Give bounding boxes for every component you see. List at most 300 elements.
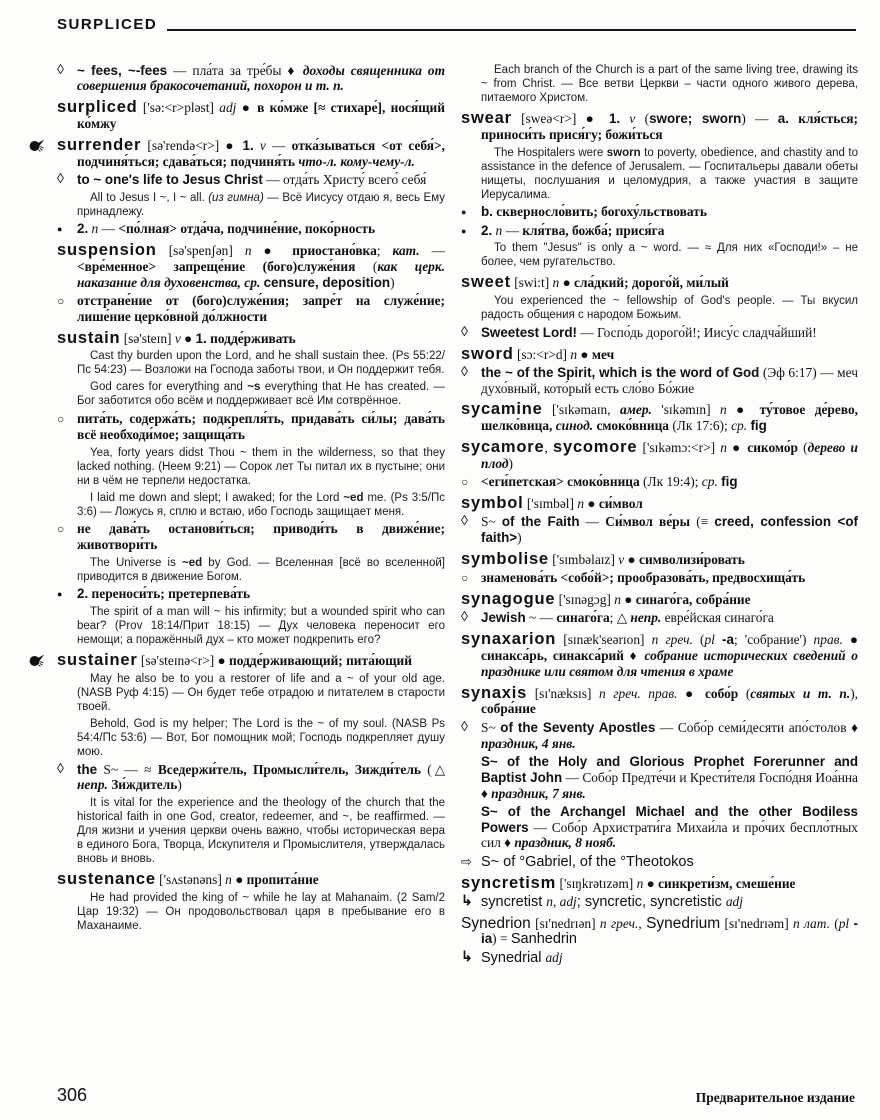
o-marker-icon: ○ (57, 522, 65, 537)
text-segment: сикомо́р (747, 440, 798, 456)
dict-entry (461, 551, 858, 568)
text-segment: n (570, 346, 578, 362)
example-text (77, 491, 445, 519)
text-segment: ) = (492, 931, 511, 947)
text-segment: [sweə<r>] ● (511, 111, 609, 127)
text-segment: the (77, 761, 98, 777)
dia-marker-icon: ◊ (461, 610, 468, 626)
text-segment: (Лк 19:4); (639, 474, 702, 490)
text-segment: , (544, 440, 553, 456)
page-number: 306 (57, 1085, 88, 1105)
text-segment: ♦ праздник, 7 янв. (481, 785, 586, 801)
text-segment: сла́дкий; дорого́й, ми́лый (574, 275, 729, 291)
sense-item (57, 411, 445, 443)
text-segment: of the Faith (501, 514, 580, 530)
text-segment: n (636, 876, 644, 892)
text-segment: to ~ one's life to Jesus Christ (77, 171, 263, 187)
text-segment: adj (219, 100, 237, 116)
sense-item (57, 172, 445, 188)
sense-item (461, 204, 858, 220)
text-segment: приостано́вка (292, 243, 377, 259)
text-segment: to poverty, obedience, and chastity and to assistance in the defence of Jerusalem. — Госпитальеры давали обеты нищеты, послушания и целомудрия, а также участия в защите Иерусалима. (481, 146, 858, 201)
text-segment: n (719, 402, 727, 418)
text-segment: не дава́ть останови́ться; приводи́ть в движе́ние; животвори́ть (77, 521, 445, 552)
text-segment: символизи́ровать (639, 551, 745, 567)
text-segment: swear (461, 109, 512, 128)
text-segment: [swi:t] (510, 275, 553, 291)
text-segment: ● (251, 243, 293, 259)
text-segment: S~ of the Archangel Michael and the other Bodiless Powers (481, 803, 858, 835)
text-segment: sweet (461, 273, 511, 292)
dict-entry (461, 685, 858, 718)
text-segment: евре́йская синаго́га (661, 610, 774, 626)
text-segment: swore; sworn (649, 111, 742, 127)
dict-entry (461, 110, 858, 143)
text-segment: Synedrium (646, 914, 721, 932)
sense-item (461, 754, 858, 801)
text-segment: меч (591, 346, 615, 362)
text-segment: (из гимна) (208, 191, 264, 204)
text-segment: 2. (481, 222, 493, 238)
text-segment: — Собо́р Архистрати́га Михаи́ла и про́чих беспло́тных сил (481, 819, 858, 851)
text-segment: отка́зываться <от себя́>, подчиня́ться; сдава́ться; подчиня́ть (77, 137, 445, 169)
text-segment: [sə'rendə<r>] ● (141, 137, 243, 153)
text-segment: ● (726, 402, 760, 418)
text-segment: a. (777, 111, 789, 127)
text-segment: creed, confession <of faith> (481, 514, 858, 546)
text-segment: ) (508, 455, 513, 471)
dict-entry (57, 330, 445, 347)
text-segment: ● (236, 100, 258, 116)
text-segment: Sanhedrin (510, 931, 577, 948)
text-segment: S~ — ≈ (97, 761, 158, 777)
o-marker-icon: ○ (57, 411, 65, 426)
text-segment: suspension (57, 241, 157, 260)
text-segment: — (502, 222, 523, 238)
text-segment: ♦ доходы священника от совершения бракосочетаний, похорон и т. п. (77, 62, 445, 94)
text-segment: v (629, 111, 636, 127)
text-segment: ['sə:<r>pləst] (137, 100, 220, 116)
text-segment: S~ (481, 719, 501, 735)
o-marker-icon: ○ (461, 475, 469, 490)
sense-item (57, 521, 445, 553)
guide-word: SURPLICED (57, 16, 158, 33)
text-segment: He had provided the king of ~ while he lay at Mahanaim. (2 Sam/2 Цар 19:32) — Он продовольствовал царя в пребывание его в Маханаиме. (77, 892, 445, 933)
text-segment: переноси́ть; претерпева́ть (91, 586, 251, 602)
dict-entry (461, 916, 858, 948)
text-segment: God cares for everything and (90, 381, 248, 394)
text-segment: [sɪnæk'seərɪon] (556, 632, 652, 648)
dict-entry (461, 591, 858, 608)
dict-entry (461, 495, 858, 512)
text-segment: Зи́ждитель (111, 777, 178, 793)
text-segment: ) (177, 777, 182, 793)
sense-item (461, 570, 858, 586)
text-segment: 'sɪkəmɪn] (651, 402, 720, 418)
text-segment: ♦ собрание исторических сведений о празднике или святом для чтения в храме (481, 648, 858, 679)
text-segment: знаменова́ть <собо́й>; прообразова́ть, предвосхища́ть (481, 570, 806, 586)
text-segment: Synedrial (481, 950, 546, 967)
sense-item (461, 325, 858, 341)
text-segment: syncretism (461, 874, 557, 893)
text-segment: в ко́мже [≈ стихаре́], нося́щий ко́мжу (77, 100, 445, 131)
text-segment: 1. (242, 137, 254, 153)
dict-entry (57, 652, 445, 669)
text-segment: смоко́вница (596, 418, 669, 434)
text-segment: n (91, 221, 99, 237)
text-segment: ( (692, 632, 705, 648)
text-segment: sycomore (553, 438, 638, 457)
text-segment: ) (390, 274, 395, 290)
text-segment: [sɪ'nedrɪəm] (720, 915, 793, 931)
text-segment: ● (726, 440, 748, 456)
text-segment: everything that He has created. — Бог заботится обо всём и поддерживает всё Им сотврённое. (77, 381, 445, 408)
text-segment: синаго́га (556, 610, 610, 626)
dot-marker-icon: ● (461, 225, 467, 236)
sense-item (57, 293, 445, 325)
dict-entry (57, 871, 445, 888)
text-segment: pl (704, 632, 715, 648)
text-segment: fig (721, 474, 738, 490)
text-segment: — (579, 514, 606, 530)
text-segment: pl (838, 915, 850, 931)
dict-entry (57, 242, 445, 290)
header-rule (167, 29, 856, 31)
text-segment: v (174, 330, 181, 346)
text-segment: ● (577, 346, 592, 362)
text-segment: b. (481, 204, 493, 220)
text-segment (620, 111, 629, 126)
text-segment: дерево и плод (481, 440, 858, 471)
text-segment (789, 111, 798, 126)
text-segment: ( (635, 111, 650, 127)
text-segment: непр. (630, 610, 662, 626)
edition-note: Предварительное издание (695, 1090, 855, 1105)
text-segment: ● (624, 551, 639, 567)
text-segment: ; (376, 243, 393, 259)
sense-item (57, 63, 445, 95)
text-segment: sycamine (461, 400, 543, 419)
text-segment: 2. (77, 586, 89, 602)
quill-pen-icon (29, 654, 45, 671)
text-segment: fig (750, 418, 767, 434)
text-segment: ) (517, 530, 522, 546)
text-segment: ~ fees, ~-fees (77, 62, 168, 78)
text-segment: The Hospitalers were (494, 146, 607, 159)
sense-item (461, 223, 858, 239)
text-segment: n (577, 496, 585, 512)
sense-item (461, 474, 858, 490)
text-segment: собра́ние (481, 701, 536, 717)
example-text (481, 63, 858, 105)
text-segment: The spirit of a man will ~ his infirmity; but a wounded spirit who can bear? (Prov 18:14/Прит 18:15) — Дух человека переносит его немощи; а поражённый дух – кто может подкрепить его? (77, 606, 445, 647)
dict-entry (57, 99, 445, 132)
example-text (481, 146, 858, 202)
text-segment: Jewish (481, 610, 526, 626)
text-segment: ● (620, 592, 636, 608)
text-segment: подде́рживающий; пита́ющий (229, 653, 412, 669)
text-segment: To them "Jesus" is only a ~ word. — ≈ Для них «Господи!» – не более, чем ругательство. (481, 242, 858, 269)
text-segment: ср. (731, 418, 748, 434)
o-marker-icon: ○ (57, 293, 65, 308)
text-segment: n греч. прав. (599, 685, 678, 701)
example-text (77, 672, 445, 714)
text-segment: синод. (555, 418, 594, 434)
dot-marker-icon: ● (57, 224, 63, 235)
text-segment: v (259, 137, 266, 153)
text-segment: , (638, 915, 647, 931)
text-segment: Yea, forty years didst Thou ~ them in the wilderness, so that they lacked nothing. (Неем 9:21) — Сорок лет Ты питал их в пустыне; они ни в чём не терпели недостатка. (77, 446, 445, 487)
text-segment: — пла́та за тре́бы (167, 62, 288, 78)
example-text (77, 717, 445, 759)
text-segment: скверносло́вить; богоху́льствовать (496, 204, 707, 220)
text-segment: v (618, 551, 625, 567)
text-segment: — Всё Иисусу отдаю я, весь Ему принадлежу. (77, 191, 445, 218)
text-segment: ) — (741, 111, 778, 127)
text-segment: Cast thy burden upon the Lord, and he shall sustain thee. (Ps 55:22/Пс 54:23) — Возложи на Господа заботы твои, и Он поддержит тебя. (77, 350, 445, 377)
text-segment: adj (545, 950, 563, 966)
text-segment (715, 632, 722, 647)
text-segment: n, adj (546, 894, 577, 910)
text-segment: [sə'steɪnə<r>] ● (137, 653, 229, 669)
text-segment: ~ — (525, 610, 557, 626)
example-text (77, 191, 445, 219)
text-segment: n (720, 440, 727, 456)
text-segment: ~ed (182, 556, 203, 569)
text-segment: Behold, God is my helper; The Lord is the ~ of my soul. (NASB Ps 54:4/Пс 53:6) — Вот, Бог помощник мой; Господь подкрепляет душу мою. (77, 718, 445, 759)
text-segment: 1. (195, 330, 207, 346)
arr-marker-icon: ⇨ (461, 853, 472, 869)
text-segment: syncretist (481, 894, 547, 911)
text-segment: n греч. (599, 915, 639, 931)
sense-item (461, 894, 858, 910)
text-segment: n (225, 872, 232, 888)
text-segment: <вре́менное> запреще́ние (бого)служе́ния (77, 258, 356, 274)
dia-marker-icon: ◊ (57, 761, 64, 777)
page-footer (57, 1085, 855, 1106)
text-segment: ['sɪkəmɔ:<r>] (637, 440, 721, 456)
text-segment: It is vital for the experience and the theology of the church that the historical faith in one God, creator, redeemer, and ~, be reaffirmed. — Для жизни и учения церкви очень важно, чтобы историческая вера в единого Бога, Творца, Искупителя и Промыслителя, утверждалась вновь и вновь. (77, 797, 445, 866)
text-segment: [sə'steɪn] (120, 330, 175, 346)
text-segment: <еги́петская> смоко́вница (481, 474, 640, 490)
dot-marker-icon: ● (57, 589, 63, 600)
text-segment: All to Jesus I ~, I ~ all. (90, 191, 209, 204)
text-segment: [sɔ:<r>d] (513, 346, 571, 362)
dict-entry (461, 274, 858, 291)
text-segment: n греч. (651, 632, 693, 648)
sense-item (461, 720, 858, 752)
sense-item (57, 762, 445, 794)
example-text (77, 446, 445, 488)
text-segment: ), (850, 685, 859, 701)
text-segment: ['sɪmbəlaɪz] (548, 551, 619, 567)
dot-marker-icon: ● (461, 207, 467, 218)
text-segment: sword (461, 344, 514, 363)
text-segment: [sɪ'nedrɪən] (530, 915, 600, 931)
text-segment: of the Seventy Apostles (500, 719, 656, 735)
dia-marker-icon: ◊ (461, 364, 468, 380)
text-columns (57, 60, 858, 969)
dict-entry (461, 875, 858, 892)
text-segment: adj (725, 894, 743, 910)
text-segment: прав. (813, 632, 843, 648)
text-segment: ту́товое де́рево, шелко́вица, (481, 402, 858, 434)
text-segment: святых и т. п. (750, 685, 851, 701)
text-segment: by God. — Вселенная [всё во вселенной] приводится в движение Богом. (77, 556, 445, 583)
left-column (57, 60, 445, 969)
text-segment: кат. (392, 243, 420, 259)
text-segment: подде́рживать (210, 330, 296, 346)
text-segment: sworn (606, 146, 641, 159)
text-segment: отстране́ние от (бого)служе́ния; запре́т на служе́ние; лише́ние церко́вной до́лжности (77, 292, 445, 324)
text-segment: ['sɪkəmaɪn, (542, 402, 621, 418)
text-segment: synagogue (461, 590, 556, 609)
sense-item (461, 365, 858, 397)
example-text (77, 556, 445, 584)
text-segment: — (419, 243, 445, 259)
dict-entry (57, 137, 445, 170)
right-column (461, 60, 858, 969)
sense-item (57, 586, 445, 602)
text-segment: си́мвол (598, 496, 643, 512)
quill-pen-icon (29, 139, 45, 156)
text-segment: -ia (481, 915, 858, 947)
text-segment: ['sɪmbəl] (523, 496, 578, 512)
sense-item (461, 804, 858, 851)
text-segment: ● (559, 275, 575, 291)
text-segment: ( (829, 915, 839, 931)
text-segment: ( (797, 440, 808, 456)
text-segment: S~ (481, 514, 502, 530)
text-segment: Sweetest Lord! (481, 324, 577, 340)
text-segment: ● (584, 496, 599, 512)
text-segment: surrender (57, 135, 142, 154)
text-segment: Each branch of the Church is a part of the same living tree, drawing its ~ from Christ. — Все ветви Церкви – части одного живого дерева, питаемого Христом. (481, 64, 858, 105)
dict-entry (461, 439, 858, 472)
text-segment: 2. (77, 221, 89, 237)
text-segment: sustenance (57, 870, 156, 889)
text-segment: ['sɪŋkrətɪzəm] (556, 876, 637, 892)
example-text (481, 241, 858, 269)
text-segment: — отда́ть Христу́ всего́ себя́ (262, 171, 427, 187)
text-segment: (Лк 17:6); (669, 418, 732, 434)
dict-entry (461, 346, 858, 363)
text-segment: ср. (701, 474, 718, 490)
hook-marker-icon: ↳ (461, 950, 473, 966)
text-segment: — Госпо́дь дорого́й!; Иису́с сладча́йший! (576, 324, 817, 340)
example-text (77, 891, 445, 933)
example-text (77, 796, 445, 866)
text-segment: (Эф 6:17) — меч духо́вный, кото́рый есть сло́во Бо́жие (481, 364, 858, 396)
example-text (77, 349, 445, 377)
page-header (57, 16, 856, 33)
sense-item (461, 514, 858, 546)
text-segment: I laid me down and slept; I awaked; for the Lord (90, 491, 344, 504)
text-segment: кля́сться; приноси́ть прися́гу; божи́ться (481, 111, 858, 142)
text-segment: ● (842, 632, 859, 648)
text-segment: [sɪ'næksɪs] (527, 685, 600, 701)
text-segment: (≡ (690, 514, 715, 530)
sense-item (461, 610, 858, 626)
text-segment: Си́мвол ве́ры (605, 514, 691, 530)
text-segment: (△ (420, 761, 446, 777)
text-segment: me. (Ps 3:5/Пс 3:6) — Ложусь я, сплю и встаю, ибо Господь защищает меня. (77, 491, 446, 518)
text-segment: синкрети́зм, смеше́ние (658, 876, 796, 892)
text-segment: ( (738, 685, 751, 701)
text-segment: ; 'собрание') (733, 632, 814, 648)
text-segment: sustainer (57, 651, 138, 670)
hook-marker-icon: ↳ (461, 894, 473, 910)
text-segment: symbol (461, 494, 524, 513)
text-segment: the ~ of the Spirit, which is the word of God (481, 364, 760, 380)
text-segment: ; △ (609, 610, 631, 626)
example-text (481, 294, 858, 322)
text-segment: n лат. (793, 915, 830, 931)
text-segment: ~ed (343, 491, 364, 504)
text-segment: ● (677, 685, 705, 701)
text-segment: — (98, 221, 119, 237)
text-segment: n (552, 275, 560, 291)
dia-marker-icon: ◊ (57, 171, 64, 187)
text-segment: ● (180, 330, 196, 346)
text-segment: ; syncretic, syncretistic (576, 894, 726, 911)
sense-item (461, 854, 858, 870)
text-segment: -a (722, 632, 734, 648)
text-segment: собо́р (704, 685, 739, 701)
text-segment: ♦ праздник, 8 нояб. (504, 835, 617, 851)
o-marker-icon: ○ (461, 571, 469, 586)
text-segment: как церк. наказание для духовенства, ср. (77, 258, 445, 290)
text-segment: Вседержи́тель, Промысли́тель, Зижди́тель (157, 761, 421, 777)
text-segment: пита́ть, содержа́ть; подкрепля́ть, придава́ть си́лы; дава́ть всё необходи́мое; защища́ть (77, 410, 445, 442)
text-segment: — Собо́р Предте́чи и Крести́теля Госпо́дня Иоа́нна (562, 769, 858, 785)
text-segment: — Собо́р семи́десяти апо́столов (655, 719, 852, 735)
text-segment: что-л. кому-чему-л. (298, 153, 415, 169)
text-segment: You experienced the ~ fellowship of God's people. — Ты вкусил радость общения с народом Божьим. (481, 295, 858, 322)
text-segment: sustain (57, 328, 121, 347)
text-segment: n (614, 592, 621, 608)
text-segment: symbolise (461, 549, 549, 568)
dia-marker-icon: ◊ (461, 514, 468, 530)
text-segment: ● (231, 872, 247, 888)
text-segment: синакса́рь, синакса́рий (481, 648, 624, 664)
sense-item (461, 950, 858, 966)
text-segment: пропита́ние (246, 872, 319, 888)
text-segment: S~ of °Gabriel, of the °Theotokos (481, 853, 694, 870)
text-segment: ● (643, 876, 659, 892)
text-segment: ♦ праздник, 4 янв. (481, 719, 858, 751)
text-segment: — (265, 137, 292, 153)
text-segment: амер. (620, 402, 652, 418)
dict-entry (461, 401, 858, 434)
text-segment: <по́лная> отда́ча, подчине́ние, поко́рность (118, 221, 376, 237)
text-segment: непр. (77, 777, 108, 793)
text-segment: ( (355, 258, 378, 274)
text-segment: кля́тва, божба́; прися́га (522, 222, 665, 238)
text-segment: surpliced (57, 98, 138, 117)
text-segment: ['sʌstənəns] (155, 872, 226, 888)
text-segment: S~ of the Holy and Glorious Prophet Forerunner and Baptist John (481, 753, 858, 785)
text-segment: ['sɪnəgɔg] (555, 592, 615, 608)
text-segment: n (244, 243, 252, 259)
example-text (77, 380, 445, 408)
text-segment: [sə'spenʃən] (156, 243, 245, 259)
text-segment: sycamore (461, 438, 545, 457)
text-segment: n (495, 222, 503, 238)
text-segment: May he also be to you a restorer of life and a ~ of your old age. (NASB Руф 4:15) — Он будет тебе отрадою и питателем в старости твоей. (77, 673, 445, 714)
text-segment: synaxis (461, 683, 528, 702)
dia-marker-icon: ◊ (461, 324, 468, 340)
